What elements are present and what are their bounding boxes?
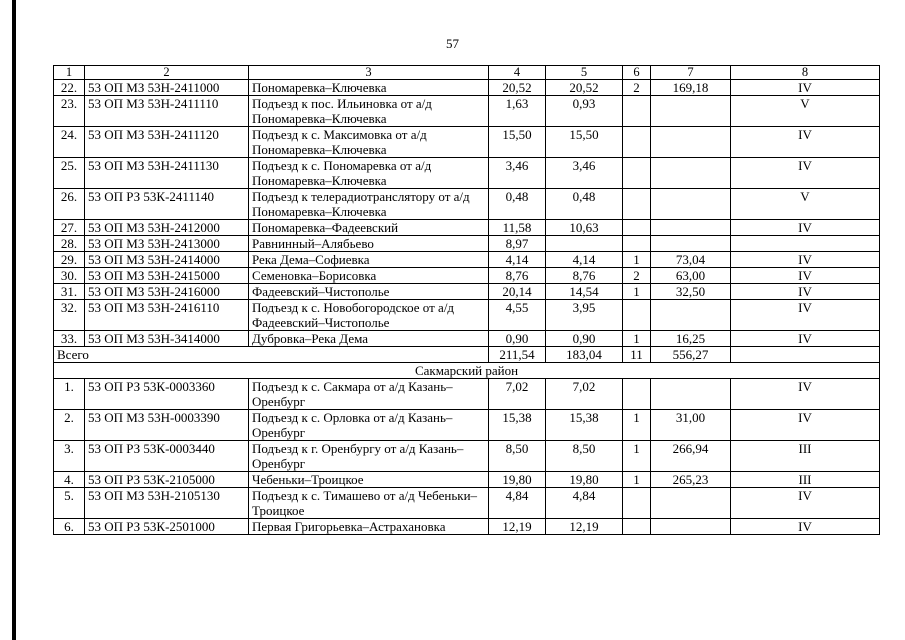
table-row	[54, 472, 880, 488]
page-edge-rule	[12, 0, 16, 640]
paved-length-cell: 0,93	[546, 96, 623, 127]
bridges-length-cell: 63,00	[651, 268, 731, 284]
paved-length-cell: 8,76	[546, 268, 623, 284]
bridges-count-cell	[623, 379, 651, 410]
table-row	[54, 379, 880, 410]
length-cell: 8,76	[489, 268, 546, 284]
bridges-length-cell: 265,23	[651, 472, 731, 488]
road-name-cell: Подъезд к г. Оренбургу от а/д Казань–Оренбург	[249, 441, 489, 472]
length-cell: 0,90	[489, 331, 546, 347]
bridges-count-cell	[623, 488, 651, 519]
table-row	[54, 127, 880, 158]
row-number-cell: 33.	[54, 331, 85, 347]
road-name-cell: Дубровка–Река Дема	[249, 331, 489, 347]
category-cell: IV	[731, 268, 880, 284]
page-number: 57	[446, 36, 459, 51]
bridges-count-cell: 1	[623, 252, 651, 268]
bridges-length-cell: 31,00	[651, 410, 731, 441]
road-code-cell: 53 ОП МЗ 53Н-2105130	[85, 488, 249, 519]
category-cell: IV	[731, 379, 880, 410]
column-header: 1	[54, 66, 85, 80]
table-row	[54, 220, 880, 236]
paved-length-cell: 12,19	[546, 519, 623, 535]
header-row	[54, 66, 880, 80]
bridges-count-cell: 1	[623, 284, 651, 300]
column-header: 8	[731, 66, 880, 80]
category-cell: IV	[731, 220, 880, 236]
bridges-length-cell	[651, 519, 731, 535]
road-code-cell: 53 ОП РЗ 53К-0003360	[85, 379, 249, 410]
category-cell: V	[731, 96, 880, 127]
total-label: Всего	[54, 347, 489, 363]
road-code-cell: 53 ОП МЗ 53Н-2416110	[85, 300, 249, 331]
paved-length-cell: 14,54	[546, 284, 623, 300]
bridges-count-cell	[623, 220, 651, 236]
bridges-length-cell	[651, 488, 731, 519]
total-empty-cell	[731, 347, 880, 363]
paved-length-cell: 3,95	[546, 300, 623, 331]
column-header: 4	[489, 66, 546, 80]
road-code-cell: 53 ОП МЗ 53Н-2411110	[85, 96, 249, 127]
bridges-count-cell	[623, 189, 651, 220]
category-cell: IV	[731, 488, 880, 519]
category-cell: IV	[731, 300, 880, 331]
column-header: 2	[85, 66, 249, 80]
bridges-count-cell: 1	[623, 331, 651, 347]
column-header: 5	[546, 66, 623, 80]
bridges-length-cell: 16,25	[651, 331, 731, 347]
bridges-length-cell	[651, 300, 731, 331]
total-value: 11	[623, 347, 651, 363]
table-row	[54, 519, 880, 535]
table-row	[54, 410, 880, 441]
table-row	[54, 189, 880, 220]
road-name-cell: Пономаревка–Ключевка	[249, 80, 489, 96]
length-cell: 12,19	[489, 519, 546, 535]
category-cell: V	[731, 189, 880, 220]
road-name-cell: Подъезд к с. Орловка от а/д Казань–Оренбург	[249, 410, 489, 441]
road-name-cell: Подъезд к с. Новобогородское от а/д Фадеевский–Чистополье	[249, 300, 489, 331]
row-number-cell: 28.	[54, 236, 85, 252]
paved-length-cell: 15,50	[546, 127, 623, 158]
road-code-cell: 53 ОП РЗ 53К-2501000	[85, 519, 249, 535]
road-name-cell: Подъезд к с. Пономаревка от а/д Пономаревка–Ключевка	[249, 158, 489, 189]
paved-length-cell: 19,80	[546, 472, 623, 488]
bridges-count-cell: 1	[623, 472, 651, 488]
paved-length-cell: 3,46	[546, 158, 623, 189]
bridges-count-cell	[623, 300, 651, 331]
category-cell: IV	[731, 80, 880, 96]
bridges-length-cell: 73,04	[651, 252, 731, 268]
bridges-count-cell	[623, 236, 651, 252]
road-code-cell: 53 ОП МЗ 53Н-2412000	[85, 220, 249, 236]
length-cell: 20,14	[489, 284, 546, 300]
road-name-cell: Чебеньки–Троицкое	[249, 472, 489, 488]
table-row	[54, 488, 880, 519]
section-row	[54, 363, 880, 379]
column-header: 3	[249, 66, 489, 80]
road-name-cell: Равнинный–Алябьево	[249, 236, 489, 252]
road-name-cell: Подъезд к с. Сакмара от а/д Казань–Оренбург	[249, 379, 489, 410]
bridges-length-cell	[651, 220, 731, 236]
paved-length-cell: 0,48	[546, 189, 623, 220]
category-cell: IV	[731, 410, 880, 441]
road-name-cell: Фадеевский–Чистополье	[249, 284, 489, 300]
table-row	[54, 300, 880, 331]
length-cell: 15,50	[489, 127, 546, 158]
road-name-cell: Подъезд к пос. Ильиновка от а/д Пономаревка–Ключевка	[249, 96, 489, 127]
category-cell: IV	[731, 331, 880, 347]
table-row	[54, 268, 880, 284]
bridges-length-cell	[651, 379, 731, 410]
length-cell: 7,02	[489, 379, 546, 410]
row-number-cell: 27.	[54, 220, 85, 236]
road-name-cell: Река Дема–Софиевка	[249, 252, 489, 268]
row-number-cell: 5.	[54, 488, 85, 519]
total-row	[54, 347, 880, 363]
category-cell	[731, 236, 880, 252]
road-name-cell: Пономаревка–Фадеевский	[249, 220, 489, 236]
roads-table	[53, 65, 880, 535]
table-row	[54, 284, 880, 300]
paved-length-cell: 15,38	[546, 410, 623, 441]
bridges-length-cell	[651, 189, 731, 220]
total-value: 556,27	[651, 347, 731, 363]
total-value: 211,54	[489, 347, 546, 363]
road-code-cell: 53 ОП МЗ 53Н-2414000	[85, 252, 249, 268]
row-number-cell: 24.	[54, 127, 85, 158]
road-code-cell: 53 ОП МЗ 53Н-3414000	[85, 331, 249, 347]
road-code-cell: 53 ОП МЗ 53Н-2411130	[85, 158, 249, 189]
table-row	[54, 96, 880, 127]
table-row	[54, 252, 880, 268]
row-number-cell: 25.	[54, 158, 85, 189]
table-row	[54, 441, 880, 472]
bridges-count-cell: 1	[623, 410, 651, 441]
bridges-count-cell	[623, 96, 651, 127]
category-cell: IV	[731, 127, 880, 158]
bridges-count-cell	[623, 127, 651, 158]
road-name-cell: Первая Григорьевка–Астрахановка	[249, 519, 489, 535]
table-row	[54, 80, 880, 96]
length-cell: 8,50	[489, 441, 546, 472]
bridges-length-cell	[651, 158, 731, 189]
bridges-length-cell	[651, 236, 731, 252]
row-number-cell: 2.	[54, 410, 85, 441]
row-number-cell: 4.	[54, 472, 85, 488]
row-number-cell: 6.	[54, 519, 85, 535]
bridges-length-cell	[651, 96, 731, 127]
length-cell: 1,63	[489, 96, 546, 127]
category-cell: IV	[731, 519, 880, 535]
category-cell: III	[731, 472, 880, 488]
bridges-count-cell: 1	[623, 441, 651, 472]
category-cell: IV	[731, 158, 880, 189]
section-title: Сакмарский район	[54, 363, 880, 379]
road-code-cell: 53 ОП МЗ 53Н-2415000	[85, 268, 249, 284]
road-code-cell: 53 ОП МЗ 53Н-2411000	[85, 80, 249, 96]
length-cell: 20,52	[489, 80, 546, 96]
road-name-cell: Подъезд к с. Тимашево от а/д Чебеньки–Троицкое	[249, 488, 489, 519]
row-number-cell: 1.	[54, 379, 85, 410]
row-number-cell: 26.	[54, 189, 85, 220]
length-cell: 15,38	[489, 410, 546, 441]
table-row	[54, 331, 880, 347]
paved-length-cell: 7,02	[546, 379, 623, 410]
row-number-cell: 29.	[54, 252, 85, 268]
total-value: 183,04	[546, 347, 623, 363]
category-cell: IV	[731, 284, 880, 300]
road-code-cell: 53 ОП МЗ 53Н-2416000	[85, 284, 249, 300]
paved-length-cell: 4,14	[546, 252, 623, 268]
bridges-count-cell	[623, 158, 651, 189]
length-cell: 4,84	[489, 488, 546, 519]
row-number-cell: 23.	[54, 96, 85, 127]
road-code-cell: 53 ОП МЗ 53Н-2411120	[85, 127, 249, 158]
length-cell: 8,97	[489, 236, 546, 252]
road-name-cell: Семеновка–Борисовка	[249, 268, 489, 284]
length-cell: 4,55	[489, 300, 546, 331]
bridges-length-cell: 266,94	[651, 441, 731, 472]
length-cell: 4,14	[489, 252, 546, 268]
category-cell: III	[731, 441, 880, 472]
column-header: 6	[623, 66, 651, 80]
length-cell: 11,58	[489, 220, 546, 236]
bridges-count-cell	[623, 519, 651, 535]
road-code-cell: 53 ОП РЗ 53К-2105000	[85, 472, 249, 488]
bridges-count-cell: 2	[623, 268, 651, 284]
column-header: 7	[651, 66, 731, 80]
paved-length-cell: 0,90	[546, 331, 623, 347]
paved-length-cell: 4,84	[546, 488, 623, 519]
length-cell: 19,80	[489, 472, 546, 488]
row-number-cell: 32.	[54, 300, 85, 331]
row-number-cell: 31.	[54, 284, 85, 300]
road-code-cell: 53 ОП РЗ 53К-0003440	[85, 441, 249, 472]
bridges-length-cell: 169,18	[651, 80, 731, 96]
row-number-cell: 22.	[54, 80, 85, 96]
length-cell: 3,46	[489, 158, 546, 189]
length-cell: 0,48	[489, 189, 546, 220]
paved-length-cell: 20,52	[546, 80, 623, 96]
bridges-length-cell: 32,50	[651, 284, 731, 300]
bridges-count-cell: 2	[623, 80, 651, 96]
road-code-cell: 53 ОП РЗ 53К-2411140	[85, 189, 249, 220]
category-cell: IV	[731, 252, 880, 268]
road-code-cell: 53 ОП МЗ 53Н-2413000	[85, 236, 249, 252]
bridges-length-cell	[651, 127, 731, 158]
row-number-cell: 3.	[54, 441, 85, 472]
road-name-cell: Подъезд к телерадиотранслятору от а/д Пономаревка–Ключевка	[249, 189, 489, 220]
paved-length-cell	[546, 236, 623, 252]
paved-length-cell: 10,63	[546, 220, 623, 236]
road-name-cell: Подъезд к с. Максимовка от а/д Пономаревка–Ключевка	[249, 127, 489, 158]
paved-length-cell: 8,50	[546, 441, 623, 472]
table-row	[54, 158, 880, 189]
road-code-cell: 53 ОП МЗ 53Н-0003390	[85, 410, 249, 441]
row-number-cell: 30.	[54, 268, 85, 284]
table-row	[54, 236, 880, 252]
